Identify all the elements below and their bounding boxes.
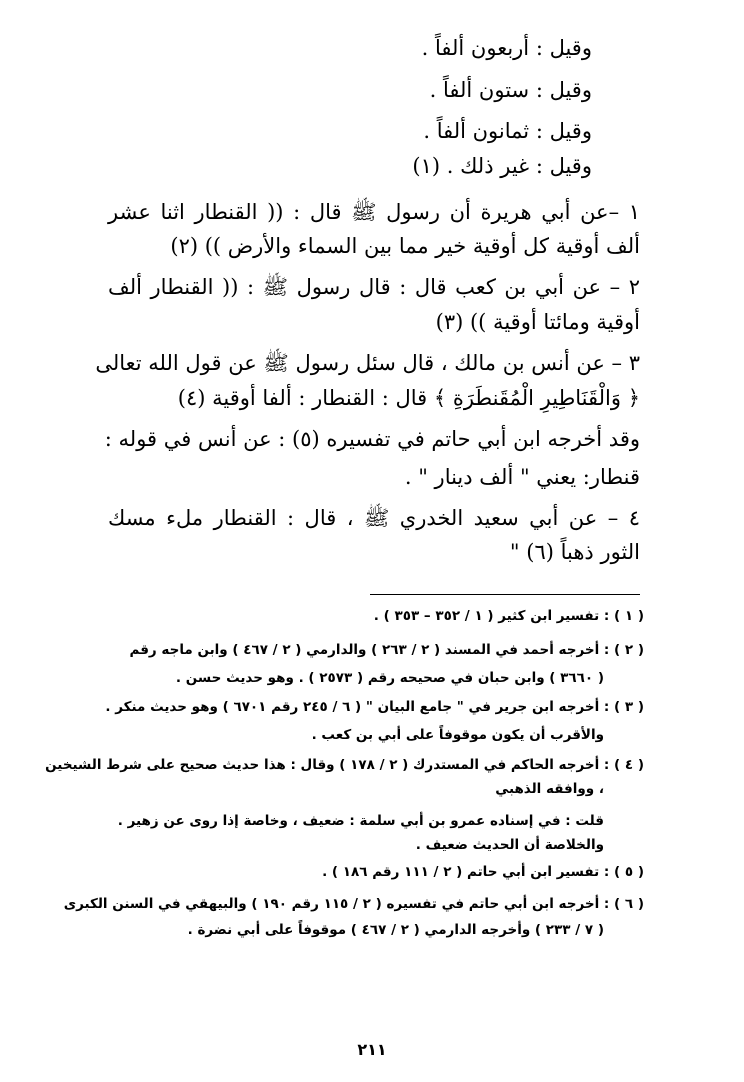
body-line: وقيل : ثمانون ألفاً . [423, 119, 592, 143]
footnote-line: ( ٣ ) : أخرجه ابن جرير في " جامع البيان " ( ٦ / ٢٤٥ رقم ٦٧٠١ ) وهو حديث منكر . [105, 699, 644, 715]
footnote-line: ( ٢ ) : أخرجه أحمد في المسند ( ٢ / ٢٦٣ ) والدارمي ( ٢ / ٤٦٧ ) وابن ماجه رقم [129, 642, 644, 658]
body-line: وقيل : ستون ألفاً . [429, 78, 592, 102]
body-line: قنطار: يعني " ألف دينار " . [404, 465, 640, 489]
footnote-line: قلت : في إسناده عمرو بن أبي سلمة : ضعيف ، وخاصة إذا روى عن زهير . [117, 813, 604, 829]
body-line: أوقية ومائتا أوقية )) (٣) [435, 310, 640, 334]
body-line: ١ –عن أبي هريرة أن رسول ﷺ قال : (( القنطار اثنا عشر [108, 200, 640, 224]
footnote-line: ( ٤ ) : أخرجه الحاكم في المستدرك ( ٢ / ١٧٨ ) وقال : هذا حديث صحيح على شرط الشيخين [45, 757, 644, 773]
body-line: وقيل : أربعون ألفاً . [421, 36, 592, 60]
footnote-separator [370, 594, 640, 595]
page-number: ٢١١ [357, 1040, 387, 1059]
footnote-line: ( ٧ / ٢٣٣ ) وأخرجه الدارمي ( ٢ / ٤٦٧ ) موقوفاً على أبي نضرة . [187, 922, 604, 938]
body-line: ألف أوقية كل أوقية خير مما بين السماء والأرض )) (٢) [170, 234, 640, 258]
body-line: وقد أخرجه ابن أبي حاتم في تفسيره (٥) : عن أنس في قوله : [104, 427, 640, 451]
body-line: ﴿ وَالْقَنَاطِيرِ الْمُقَنطَرَةِ ﴾ قال : القنطار : ألفا أوقية (٤) [177, 386, 640, 410]
body-line: الثور ذهباً (٦) " [509, 540, 640, 564]
body-line: ٢ – عن أبي بن كعب قال : قال رسول ﷺ : (( القنطار ألف [108, 275, 640, 299]
footnote-line: ( ١ ) : تفسير ابن كثير ( ١ / ٣٥٢ – ٣٥٣ ) . [373, 608, 644, 624]
footnote-line: ( ٥ ) : تفسير ابن أبي حاتم ( ٢ / ١١١ رقم ١٨٦ ) . [322, 864, 644, 880]
footnote-line: ، ووافقه الذهبي [495, 781, 604, 797]
footnote-line: ( ٦ ) : أخرجه ابن أبي حاتم في تفسيره ( ٢ / ١١٥ رقم ١٩٠ ) والبيهقي في السنن الكبرى [63, 896, 644, 912]
body-line: وقيل : غير ذلك . (١) [412, 154, 592, 178]
footnote-line: والأقرب أن يكون موقوفاً على أبي بن كعب . [311, 727, 604, 743]
footnote-line: ( ٣٦٦٠ ) وابن حبان في صحيحه رقم ( ٢٥٧٣ ) . وهو حديث حسن . [175, 670, 604, 686]
body-line: ٤ – عن أبي سعيد الخدري ﷺ ، قال : القنطار ملء مسك [108, 506, 640, 530]
footnote-line: والخلاصة أن الحديث ضعيف . [415, 837, 604, 853]
body-line: ٣ – عن أنس بن مالك ، قال سئل رسول ﷺ عن قول الله تعالى [95, 351, 640, 375]
